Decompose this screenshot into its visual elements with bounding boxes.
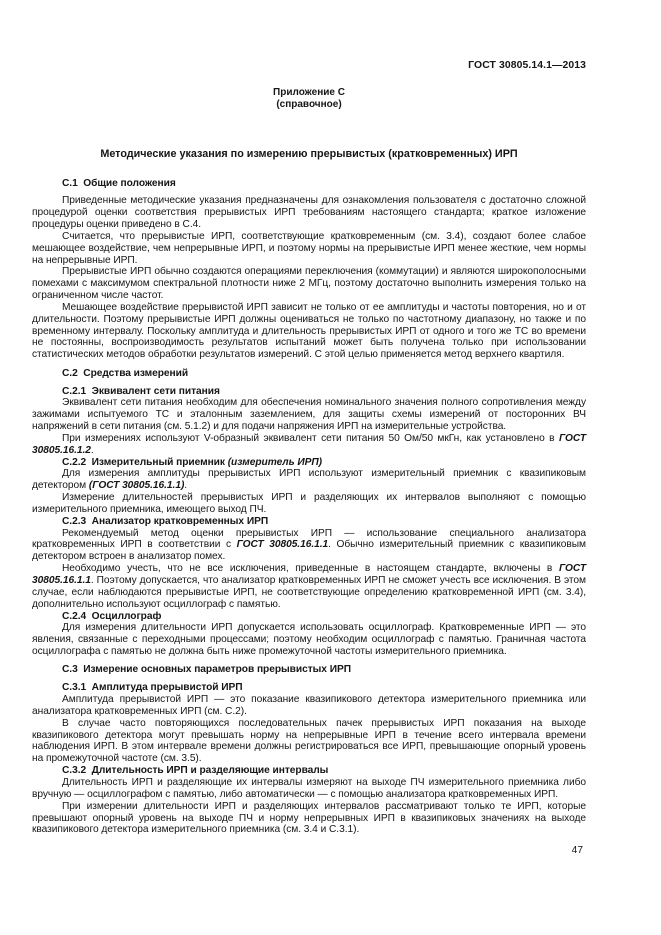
- paragraph: [32, 563, 586, 610]
- section-heading: [32, 368, 586, 380]
- text-segment: ГОСТ 30805.16.1.2: [32, 432, 586, 456]
- paragraph: [32, 777, 586, 801]
- paragraph: [32, 718, 586, 765]
- paragraph: [32, 468, 586, 492]
- text-segment: С.1 Общие положения: [62, 177, 176, 189]
- paragraph: [32, 266, 586, 302]
- page-title: Методические указания по измерению прерывистых (кратковременных) ИРП: [100, 148, 518, 160]
- paragraph: [32, 397, 586, 433]
- document-body: [32, 171, 586, 836]
- text-segment: При измерениях используют V-образный эквивалент сети питания 50 Ом/50 мкГн, как установлено в: [62, 432, 559, 444]
- paragraph: [32, 622, 586, 658]
- text-segment: С.3.1 Амплитуда прерывистой ИРП: [62, 682, 243, 694]
- text-segment: Для измерения амплитуды прерывистых ИРП используют измерительный приемник с квазипиковым детектором: [32, 468, 586, 492]
- text-segment: В случае часто повторяющихся последовательных пачек прерывистых ИРП показания на выходе квазипикового детектора могут превышать норму на непрерывные ИРП в течение всего интервала времени наблюдения ИРП. В этом интервале времени должны регистрироваться все ИРП, превышающие опорный уровень на промежуточной частоте (см. 3.5).: [32, 717, 586, 765]
- paragraph: [32, 801, 586, 837]
- text-segment: . Обычно измерительный приемник с квазипиковым детектором встроен в анализатор помех.: [32, 539, 586, 563]
- section-heading: [32, 386, 586, 398]
- text-segment: Приведенные методические указания предназначены для ознакомления пользователя с достаточно сложной процедурой оценки соответствия прерывистых ИРП требованиям настоящего стандарта; краткое изложение процедуры оценки приведено в С.4.: [32, 195, 586, 231]
- text-segment: Для измерения длительности ИРП допускается использовать осциллограф. Кратковременные ИРП — это явления, связанные с переходными процессами; поэтому необходим осциллограф с памятью. Граничная частота осциллографа с памятью не должна быть ниже промежуточной частоты измерительного приемника.: [32, 622, 586, 658]
- text-segment: С.2.4 Осциллограф: [62, 610, 162, 622]
- text-segment: Мешающее воздействие прерывистой ИРП зависит не только от ее амплитуды и частоты повторения, но и от длительности. Поэтому прерывистые ИРП должны оцениваться не только по частотному диапазону, но также и по временному интервалу. Поскольку амплитуда и длительность прерывистых ИРП от одного и того же ТС во времени не постоянны, воспроизводимость результатов испытаний может быть получена только при использовании статистических методов обработки результатов измерений. С этой целью применяется метод верхнего квартиля.: [32, 301, 586, 361]
- text-segment: Прерывистые ИРП обычно создаются операциями переключения (коммутации) и являются широкополосными помехами с максимумом спектральной плотности ниже 2 МГц, поэтому достаточно выполнить измерения только на ограниченном числе частот.: [32, 266, 586, 302]
- text-segment: С.2.3 Анализатор кратковременных ИРП: [62, 515, 269, 527]
- text-segment: Рекомендуемый метод оценки прерывистых ИРП — использование специального анализатора кратковременных ИРП в соответствии с: [32, 527, 586, 551]
- paragraph: [32, 492, 586, 516]
- paragraph: [32, 195, 586, 231]
- text-segment: С.3.2 Длительность ИРП и разделяющие интервалы: [62, 765, 329, 777]
- text-segment: Эквивалент сети питания необходим для обеспечения номинального значения полного сопротивления между зажимами испытуемого ТС и эталонным заземлением, для защиты схемы измерений от посторонних ВЧ напряжений в сети питания (см. 5.1.2) и для подачи напряжения ИРП на измерительные устройства.: [32, 397, 586, 433]
- text-segment: С.3 Измерение основных параметров прерывистых ИРП: [62, 664, 351, 676]
- text-segment: .: [90, 444, 94, 456]
- section-heading: [32, 664, 586, 676]
- text-segment: Измерение длительностей прерывистых ИРП и разделяющих их интервалов выполняют с помощью измерительного приемника, имеющего выход ПЧ.: [32, 492, 586, 515]
- appendix-header: [32, 87, 586, 110]
- appendix-label: Приложение С: [273, 87, 345, 98]
- section-heading: [32, 765, 586, 777]
- text-segment: (измеритель ИРП): [227, 456, 323, 468]
- paragraph: [32, 433, 586, 457]
- text-segment: ГОСТ 30805.16.1.1: [236, 539, 329, 551]
- paragraph: [32, 302, 586, 361]
- text-segment: (ГОСТ 30805.16.1.1): [88, 480, 185, 492]
- text-segment: Амплитуда прерывистой ИРП — это показание квазипикового детектора измерительного приемника или анализатора кратковременных ИРП (см. С.2).: [32, 694, 586, 717]
- section-heading: [32, 611, 586, 623]
- text-segment: Необходимо учесть, что не все исключения, приведенные в настоящем стандарте, включены в: [62, 563, 559, 575]
- paragraph: [32, 694, 586, 718]
- text-segment: Длительность ИРП и разделяющие их интервалы измеряют на выходе ПЧ измерительного приемника либо вручную — осциллографом с памятью, либо автоматически — с помощью анализатора кратковременных ИРП.: [32, 777, 586, 800]
- section-heading: [32, 457, 586, 469]
- text-segment: . Поэтому допускается, что анализатор кратковременных ИРП не сможет учесть все исключения. В этом случае, если наблюдаются прерывистые ИРП, не соответствующие определению кратковременной ИРП (см. 3.4), дополнительно используют осциллограф с памятью.: [32, 575, 586, 610]
- text-segment: ГОСТ 30805.16.1.1: [32, 563, 586, 586]
- text-segment: Считается, что прерывистые ИРП, соответствующие кратковременным (см. 3.4), создают более слабое мешающее воздействие, чем непрерывные ИРП, и поэтому нормы на прерывистые ИРП менее жесткие, чем нормы на непрерывные ИРП.: [32, 230, 586, 266]
- appendix-kind: (справочное): [276, 98, 342, 110]
- paragraph: [32, 231, 586, 267]
- text-segment: .: [184, 480, 188, 492]
- section-heading: [32, 516, 586, 528]
- text-segment: С.2 Средства измерений: [62, 367, 189, 379]
- paragraph: [32, 528, 586, 564]
- text-segment: С.2.2 Измерительный приемник: [62, 456, 228, 468]
- section-heading: [32, 178, 586, 190]
- section-heading: [32, 682, 586, 694]
- text-segment: С.2.1 Эквивалент сети питания: [62, 385, 220, 397]
- page-number: 47: [571, 845, 583, 856]
- text-segment: При измерении длительности ИРП и разделяющих интервалов рассматривают только те ИРП, которые превышают опорный уровень на выходе ПЧ и норму непрерывных ИРП в квазипиковых значениях на выходе квазипикового детектора измерительного приемника (см. 3.4 и С.3.1).: [32, 800, 586, 836]
- document-code: ГОСТ 30805.14.1—2013: [468, 60, 586, 71]
